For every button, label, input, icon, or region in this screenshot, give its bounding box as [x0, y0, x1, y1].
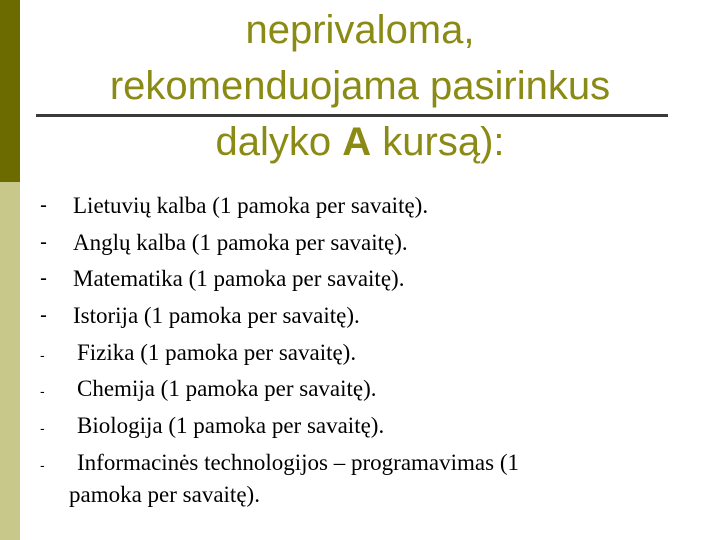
- list-marker: -: [40, 230, 47, 254]
- list-item-text: Lietuvių kalba (1 pamoka per savaitę).: [73, 193, 429, 218]
- list-item-text: Fizika (1 pamoka per savaitę).: [77, 339, 357, 365]
- list-marker: -: [40, 383, 45, 400]
- sidebar-accent-dark: [0, 0, 20, 182]
- title-line-2: rekomenduojama pasirinkus: [109, 64, 611, 108]
- sidebar-accent-light: [0, 182, 20, 540]
- list-item: [40, 300, 700, 337]
- list-item: [40, 227, 700, 264]
- list-item-text-continuation: pamoka per savaitę).: [69, 481, 260, 507]
- list-marker: -: [40, 304, 47, 328]
- list-marker: -: [40, 194, 47, 217]
- list-item: [40, 337, 700, 374]
- title-line-3-after: kursą):: [371, 120, 505, 164]
- list-item-text: Informacinės technologijos – programavimas (1: [77, 449, 519, 475]
- list-item-text: Anglų kalba (1 pamoka per savaitę).: [73, 229, 408, 255]
- list-item: [40, 263, 700, 300]
- slide-title: [30, 2, 690, 170]
- title-bold-course-letter: A: [342, 120, 372, 164]
- list-item-text: Istorija (1 pamoka per savaitę).: [73, 303, 360, 329]
- list-item: [40, 373, 700, 410]
- title-line-3: [30, 114, 690, 170]
- list-item-text: Biologija (1 pamoka per savaitę).: [77, 413, 385, 439]
- list-marker: -: [40, 420, 45, 437]
- list-marker: -: [40, 267, 47, 291]
- title-line-1: neprivaloma,: [245, 8, 475, 52]
- list-item-text: Matematika (1 pamoka per savaitę).: [73, 266, 405, 292]
- list-item: [40, 447, 700, 511]
- list-item-text: Chemija (1 pamoka per savaitę).: [77, 376, 377, 402]
- title-line-3-before: dalyko: [215, 120, 343, 164]
- list-item: [40, 410, 700, 447]
- subject-list: [40, 190, 700, 511]
- list-marker: -: [40, 346, 45, 363]
- list-item: [40, 190, 700, 227]
- title-underline-rule: [36, 114, 668, 117]
- list-marker: -: [40, 456, 45, 473]
